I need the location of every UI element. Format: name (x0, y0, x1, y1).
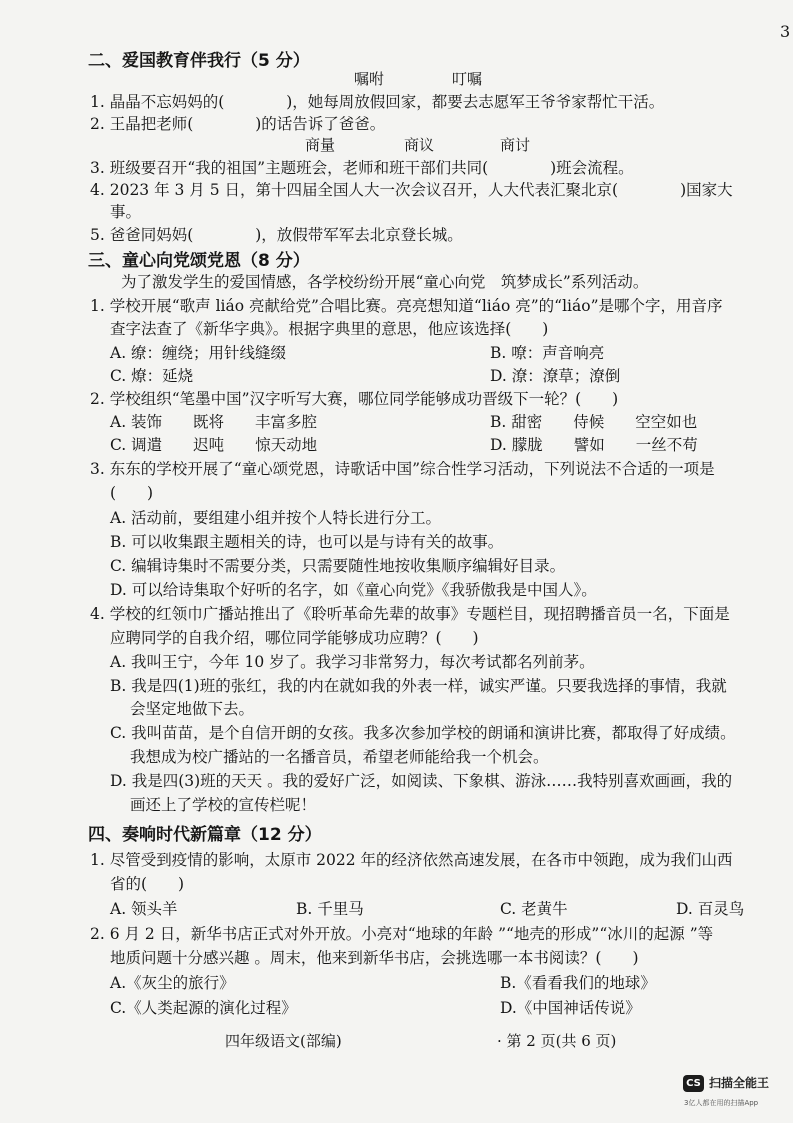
question-3-4: 4. 学校的红领巾广播站推出了《聆听革命先辈的故事》专题栏目，现招聘播音员一名，下面是 (90, 605, 730, 623)
option-a: A. 领头羊 (110, 900, 178, 918)
question-4-2-cont: 地质问题十分感兴趣 。周末，他来到新华书店，会挑选哪一本书阅读？( ) (110, 949, 639, 967)
option-c: C. 编辑诗集时不需要分类，只需要随性地按收集顺序编辑好目录。 (110, 557, 566, 575)
footer-page-number: · 第 2 页(共 6 页) (497, 1032, 617, 1050)
option-a: A. 活动前，要组建小组并按个人特长进行分工。 (110, 509, 442, 527)
question-3-3-cont: ( ) (110, 484, 154, 502)
option-c: C. 燎：延烧 (110, 367, 194, 385)
question-2-3: 3. 班级要召开“我的祖国”主题班会，老师和班干部们共同( )班会流程。 (90, 159, 634, 177)
option-d: D. 可以给诗集取个好听的名字，如《童心向党》《我骄傲我是中国人》。 (110, 581, 597, 599)
section-2-title: 二、爱国教育伴我行（5 分） (88, 51, 310, 71)
option-b: B. 嘹：声音响亮 (490, 344, 605, 362)
word-choice: 叮嘱 (452, 70, 483, 88)
question-3-1-cont: 查字法查了《新华字典》。根据字典里的意思，他应该选择( ) (110, 320, 549, 338)
question-2-5: 5. 爸爸同妈妈( )，放假带军军去北京登长城。 (90, 226, 463, 244)
option-b: B. 可以收集跟主题相关的诗，也可以是与诗有关的故事。 (110, 533, 504, 551)
option-a: A. 我叫王宁，今年 10 岁了。我学习非常努力，每次考试都名列前茅。 (110, 653, 595, 671)
question-3-3: 3. 东东的学校开展了“童心颂党恩，诗歌话中国”综合性学习活动，下列说法不合适的一项是 (90, 460, 715, 478)
option-b-cont: 会坚定地做下去。 (130, 700, 255, 718)
question-2-4-cont: 事。 (110, 203, 142, 221)
question-3-1: 1. 学校开展“歌声 liáo 亮献给党”合唱比赛。亮亮想知道“liáo 亮”的“liáo”是哪个字，用音序 (90, 297, 723, 315)
option-b: B.《看看我们的地球》 (500, 974, 656, 992)
question-4-1: 1. 尽管受到疫情的影响，太原市 2022 年的经济依然高速发展，在各市中领跑，成为我们山西 (90, 851, 733, 869)
camscanner-logo: CS (683, 1075, 704, 1092)
option-a: A. 缭：缠绕；用针线缝缀 (110, 344, 287, 362)
word-choice: 商讨 (500, 136, 531, 154)
word-choice: 商量 (305, 136, 336, 154)
question-2-4: 4. 2023 年 3 月 5 日，第十四届全国人大一次会议召开，人大代表汇聚北京( )国家大 (90, 181, 733, 199)
option-c: C.《人类起源的演化过程》 (110, 999, 297, 1017)
option-c-cont: 我想成为校广播站的一名播音员，希望老师能给我一个机会。 (130, 748, 549, 766)
option-d: D. 潦：潦草；潦倒 (490, 367, 621, 385)
option-d: D.《中国神话传说》 (500, 999, 641, 1017)
option-b: B. 我是四(1)班的张红，我的内在就如我的外表一样，诚实严谨。只要我选择的事情，我就 (110, 677, 727, 695)
watermark-tagline: 3亿人都在用的扫描App (684, 1099, 759, 1107)
section-3-title: 三、童心向党颂党恩（8 分） (88, 251, 310, 271)
option-a: A. 装饰 既将 丰富多腔 (110, 413, 318, 431)
question-3-2: 2. 学校组织“笔墨中国”汉字听写大赛，哪位同学能够成功晋级下一轮？( ) (90, 390, 619, 408)
word-choice: 商议 (404, 136, 435, 154)
section-4-title: 四、奏响时代新篇章（12 分） (88, 825, 322, 845)
option-c: C. 老黄牛 (500, 900, 568, 918)
page-corner-number: 3 (780, 22, 791, 41)
option-a: A.《灰尘的旅行》 (110, 974, 235, 992)
watermark-name: 扫描全能王 (709, 1076, 770, 1090)
question-2-2: 2. 王晶把老师( )的话告诉了爸爸。 (90, 115, 386, 133)
option-b: B. 千里马 (296, 900, 364, 918)
option-d: D. 我是四(3)班的天天 。我的爱好广泛，如阅读、下象棋、游泳……我特别喜欢画画，我的 (110, 772, 733, 790)
word-choice: 嘱咐 (354, 70, 385, 88)
option-d: D. 百灵鸟 (676, 900, 745, 918)
question-2-1: 1. 晶晶不忘妈妈的( )，她每周放假回家，都要去志愿军王爷爷家帮忙干活。 (90, 93, 665, 111)
option-d: D. 朦胧 譬如 一丝不苟 (490, 436, 698, 454)
question-4-2: 2. 6 月 2 日，新华书店正式对外开放。小亮对“地球的年龄 ”“地壳的形成”“冰川的起源 ”等 (90, 925, 714, 943)
option-d-cont: 画还上了学校的宣传栏呢！ (130, 796, 317, 814)
section-3-intro: 为了激发学生的爱国情感，各学校纷纷开展“童心向党 筑梦成长”系列活动。 (121, 273, 649, 291)
option-c: C. 我叫苗苗，是个自信开朗的女孩。我多次参加学校的朗诵和演讲比赛，都取得了好成绩。 (110, 724, 736, 742)
question-3-4-cont: 应聘同学的自我介绍，哪位同学能够成功应聘？( ) (110, 629, 479, 647)
option-c: C. 调遣 迟吨 惊天动地 (110, 436, 318, 454)
option-b: B. 甜密 侍候 空空如也 (490, 413, 698, 431)
question-4-1-cont: 省的( ) (110, 875, 185, 893)
footer-subject: 四年级语文(部编) (225, 1032, 342, 1050)
